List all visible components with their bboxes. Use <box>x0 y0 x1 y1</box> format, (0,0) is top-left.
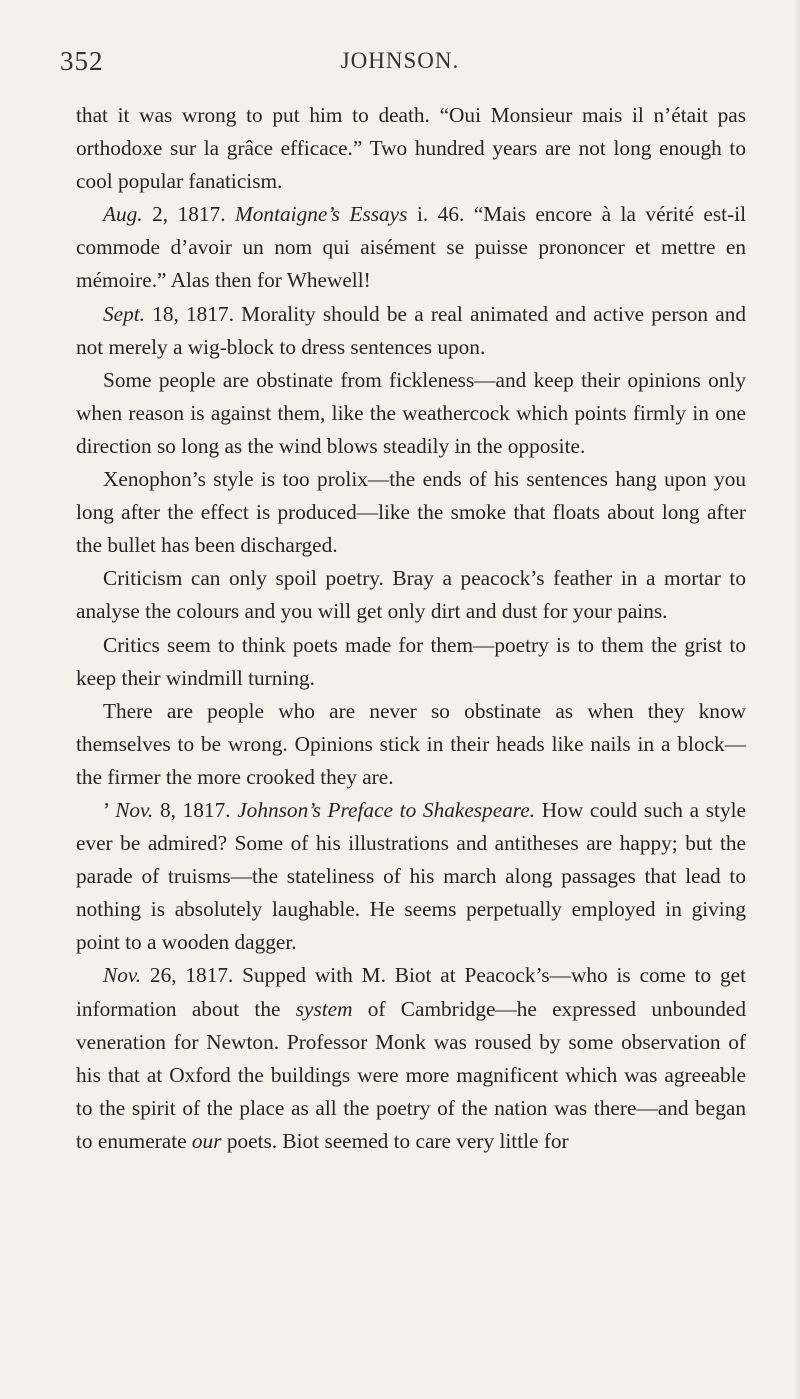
paragraph <box>76 364 746 463</box>
text-run: that it was wrong to put him to death. “Oui Monsieur mais il n’était pas orthodoxe sur la grâce efficace.” Two hundred years are not long enough to cool popular fanaticism. <box>76 103 746 194</box>
text-run: There are people who are never so obstinate as when they know themselves to be wrong. Opinions stick in their heads like nails in a block—the firmer the more crooked they are. <box>76 698 746 789</box>
page-edge-shadow <box>794 0 800 1399</box>
running-title: JOHNSON. <box>340 48 460 73</box>
text-run: Xenophon’s style is too prolix—the ends of his sentences hang upon you long after the effect is produced—like the smoke that floats about long after the bullet has been discharged. <box>76 467 746 558</box>
italic-text: Nov. <box>103 963 142 988</box>
text-run: i. 46. “Mais encore à la vérité est-il commode d’avoir un nom qui aisément se puisse prononcer et mettre en mémoire.” Alas then for Whewell! <box>76 202 746 293</box>
italic-text: Johnson’s Preface to Shakespeare. <box>237 797 536 822</box>
italic-text: Nov. <box>115 797 154 822</box>
paragraph <box>76 562 746 628</box>
text-run: 18, 1817. Morality should be a real animated and active person and not merely a wig-block to dress sentences upon. <box>76 301 746 359</box>
italic-text: Montaigne’s Essays <box>235 202 408 227</box>
text-run: 2, 1817. <box>142 202 236 227</box>
body-text <box>76 99 746 1158</box>
paragraph <box>76 99 746 198</box>
text-run: poets. Biot seemed to care very little for <box>221 1128 569 1153</box>
running-head <box>0 46 800 86</box>
text-run: Criticism can only spoil poetry. Bray a peacock’s feather in a mortar to analyse the colours and you will get only dirt and dust for your pains. <box>76 566 746 624</box>
paragraph <box>76 959 746 1158</box>
paragraph <box>76 794 746 959</box>
page-number: 352 <box>60 46 104 76</box>
text-run: Critics seem to think poets made for them—poetry is to them the grist to keep their windmill turning. <box>76 632 746 690</box>
paragraph <box>76 629 746 695</box>
text-run: How could such a style ever be admired? Some of his illustrations and antitheses are happy; but the parade of truisms—the stateliness of his march along passages that lead to nothing is absolutely laughable. He seems perpetually employed in giving point to a wooden dagger. <box>76 797 746 955</box>
text-run: ’ <box>103 797 116 822</box>
italic-text: our <box>191 1128 222 1153</box>
italic-text: Aug. <box>103 202 143 227</box>
italic-text: Sept. <box>103 301 145 326</box>
text-run: 26, 1817. Supped with M. Biot at Peacock’s—who is come to get information about the <box>76 963 746 1021</box>
paragraph <box>76 463 746 562</box>
text-run: Some people are obstinate from fickleness—and keep their opinions only when reason is against them, like the weathercock which points firmly in one direction so long as the wind blows steadily in the opposite. <box>76 367 746 458</box>
italic-text: system <box>295 996 353 1021</box>
text-run: of Cambridge—he expressed unbounded veneration for Newton. Professor Monk was roused by some observation of his that at Oxford the buildings were more magnificent which was agreeable to the spirit of the place as all the poetry of the nation was there—and began to enumerate <box>76 996 746 1153</box>
paragraph <box>76 198 746 297</box>
text-run: 8, 1817. <box>153 797 238 822</box>
paragraph <box>76 298 746 364</box>
paragraph <box>76 695 746 794</box>
